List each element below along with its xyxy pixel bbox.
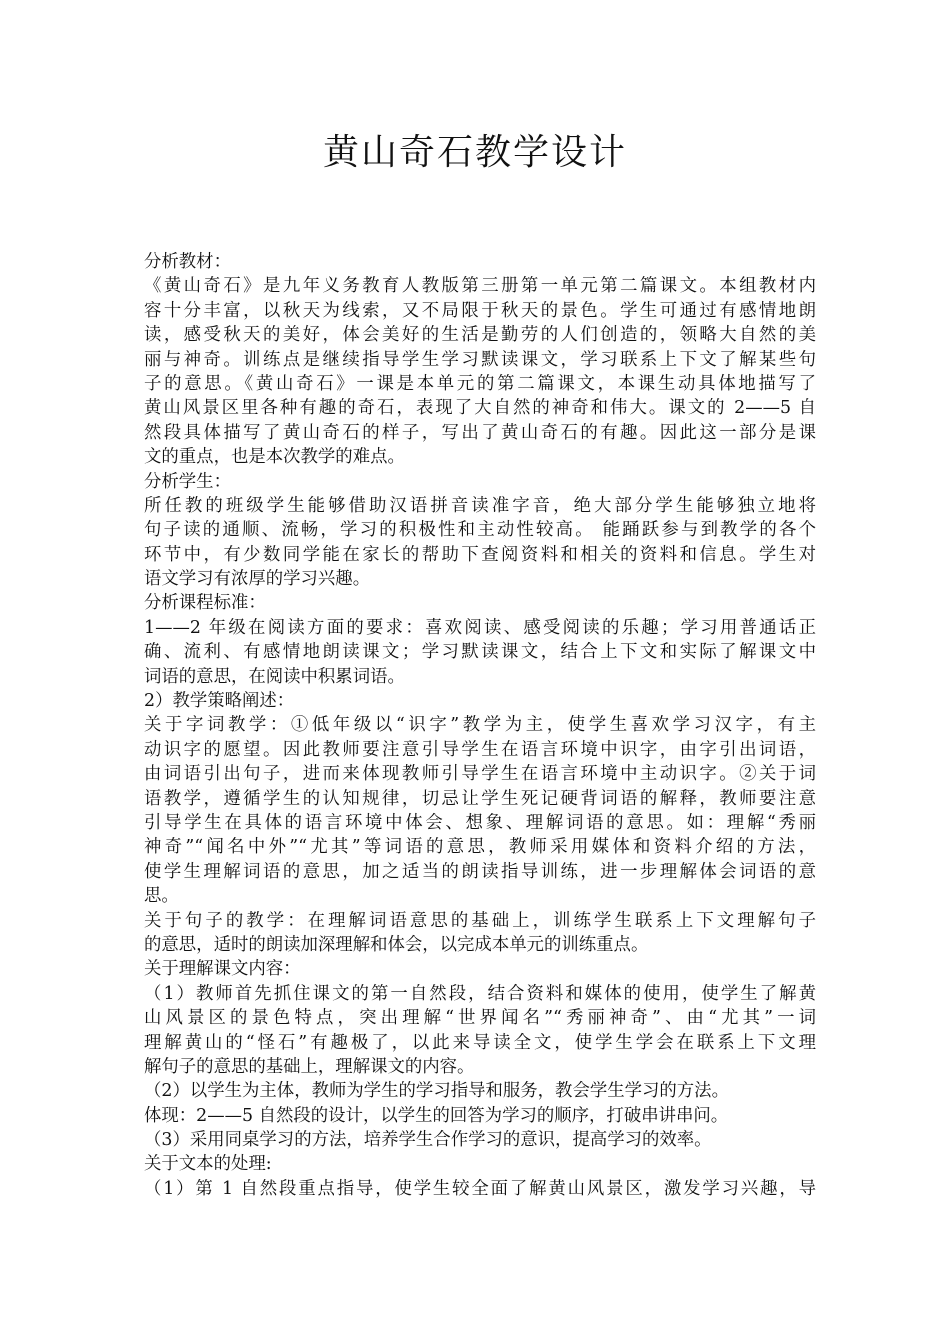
document-body — [144, 250, 816, 1201]
text-line: 理解黄山的“怪石”有趣极了，以此来导读全文，使学生学会在联系上下文理 — [144, 1032, 816, 1053]
text-line: 体现：2——5 自然段的设计，以学生的回答为学习的顺序，打破串讲串问。 — [144, 1105, 729, 1126]
text-line: 山风景区的景色特点，突出理解“世界闻名”“秀丽神奇”、由“尤其”一词 — [144, 1008, 816, 1029]
text-line: 子的意思。《黄山奇石》一课是本单元的第二篇课文，本课生动具体地描写了 — [144, 373, 816, 394]
text-line: 黄山风景区里各种有趣的奇石，表现了大自然的神奇和伟大。课文的 2——5 自 — [144, 398, 816, 419]
text-line: 环节中，有少数同学能在家长的帮助下查阅资料和相关的资料和信息。学生对 — [144, 544, 816, 565]
text-line: 分析教材： — [144, 252, 231, 272]
text-line: 所任教的班级学生能够借助汉语拼音读准字音，绝大部分学生能够独立地将 — [144, 495, 816, 516]
text-line: 思。 — [144, 886, 179, 907]
text-line: 《黄山奇石》是九年义务教育人教版第三册第一单元第二篇课文。本组教材内 — [144, 276, 816, 297]
text-line: （1）第 1 自然段重点指导，使学生较全面了解黄山风景区，激发学习兴趣，导 — [144, 1178, 816, 1199]
text-line: （3）采用同桌学习的方法，培养学生合作学习的意识，提高学习的效率。 — [144, 1130, 712, 1151]
text-line: 词语的意思，在阅读中积累词语。 — [144, 666, 405, 687]
text-line: 读，感受秋天的美好，体会美好的生活是勤劳的人们创造的，领略大自然的美 — [144, 325, 816, 346]
text-line: 分析学生： — [144, 471, 231, 492]
text-line: 语教学，遵循学生的认知规律，切忌让学生死记硬背词语的解释，教师要注意 — [144, 788, 816, 809]
text-line: 然段具体描写了黄山奇石的样子，写出了黄山奇石的有趣。因此这一部分是课 — [144, 422, 816, 443]
text-line: 关于字词教学：①低年级以“识字”教学为主，使学生喜欢学习汉字，有主 — [144, 715, 816, 736]
text-line: 关于句子的教学：在理解词语意思的基础上，训练学生联系上下文理解句子 — [144, 910, 816, 931]
text-line: （2）以学生为主体，教师为学生的学习指导和服务，教会学生学习的方法。 — [144, 1081, 729, 1102]
text-line: 文的重点，也是本次教学的难点。 — [144, 447, 405, 468]
text-line: 丽与神奇。训练点是继续指导学生学习默读课文，学习联系上下文了解某些句 — [144, 349, 816, 370]
text-line: 神奇”“闻名中外”“尤其”等词语的意思，教师采用媒体和资料介绍的方法， — [144, 837, 816, 858]
text-line: 解句子的意思的基础上，理解课文的内容。 — [144, 1056, 475, 1077]
text-line: 关于理解课文内容： — [144, 959, 301, 980]
text-line: （1）教师首先抓住课文的第一自然段，结合资料和媒体的使用，使学生了解黄 — [144, 983, 816, 1004]
text-line: 使学生理解词语的意思，加之适当的朗读指导训练，进一步理解体会词语的意 — [144, 861, 816, 882]
text-line: 容十分丰富，以秋天为线索，又不局限于秋天的景色。学生可通过有感情地朗 — [144, 300, 816, 321]
text-line: 句子读的通顺、流畅，学习的积极性和主动性较高。 能踊跃参与到教学的各个 — [144, 520, 816, 541]
text-line: 确、流利、有感情地朗读课文；学习默读课文，结合上下文和实际了解课文中 — [144, 642, 816, 663]
text-line: 语文学习有浓厚的学习兴趣。 — [144, 569, 371, 590]
document-title: 黄山奇石教学设计 — [322, 132, 627, 173]
text-line: 1——2 年级在阅读方面的要求：喜欢阅读、感受阅读的乐趣；学习用普通话正 — [144, 617, 816, 638]
text-line: 关于文本的处理: — [144, 1154, 272, 1175]
text-line: 动识字的愿望。因此教师要注意引导学生在语言环境中识字，由字引出词语， — [144, 739, 816, 760]
text-line: 分析课程标准： — [144, 593, 266, 614]
text-line: 引导学生在具体的语言环境中体会、想象、理解词语的意思。如：理解“秀丽 — [144, 812, 816, 833]
text-line: 2）教学策略阐述： — [144, 691, 295, 712]
text-line: 由词语引出句子，进而来体现教师引导学生在语言环境中主动识字。②关于词 — [144, 764, 816, 785]
text-line: 的意思，适时的朗读加深理解和体会，以完成本单元的训练重点。 — [144, 934, 649, 955]
